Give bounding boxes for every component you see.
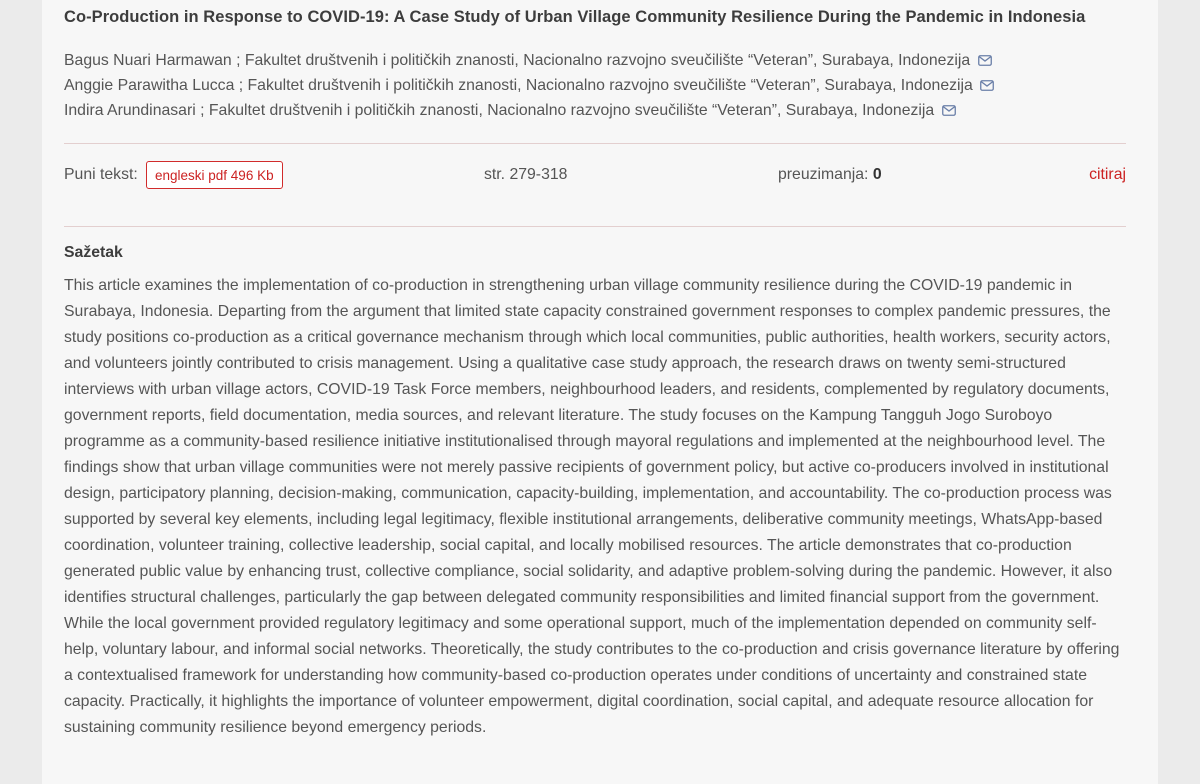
article-meta-row — [64, 160, 1126, 192]
fulltext-label: Puni tekst: — [64, 166, 138, 183]
downloads-label: preuzimanja: — [778, 166, 869, 183]
downloads-value: 0 — [872, 166, 882, 183]
author-item — [64, 99, 994, 124]
author-list — [64, 49, 994, 124]
author-item — [64, 74, 994, 99]
divider — [64, 143, 1126, 144]
divider — [64, 226, 1126, 227]
author-affiliation: Bagus Nuari Harmawan ; Fakultet društvenih i političkih znanosti, Nacionalno razvojno sveučilište “Veteran”, Surabaya, Indonezija — [64, 52, 971, 69]
author-affiliation: Anggie Parawitha Lucca ; Fakultet društvenih i političkih znanosti, Nacionalno razvojno sveučilište “Veteran”, Surabaya, Indonezija — [64, 77, 973, 94]
author-affiliation: Indira Arundinasari ; Fakultet društvenih i političkih znanosti, Nacionalno razvojno sveučilište “Veteran”, Surabaya, Indonezija — [64, 102, 935, 119]
cite-link[interactable]: citiraj — [1089, 166, 1126, 183]
envelope-icon[interactable] — [942, 100, 956, 124]
envelope-icon[interactable] — [980, 75, 994, 99]
abstract-heading: Sažetak — [64, 244, 123, 261]
author-item — [64, 49, 994, 74]
article-title: Co-Production in Response to COVID-19: A Case Study of Urban Village Community Resilience During the Pandemic in Indonesia — [64, 8, 1086, 26]
envelope-icon[interactable] — [978, 50, 992, 74]
download-count — [778, 166, 882, 184]
pdf-download-button[interactable]: engleski pdf 496 Kb — [146, 161, 283, 189]
abstract-text: This article examines the implementation of co-production in strengthening urban village community resilience during the COVID-19 pandemic in Surabaya, Indonesia. Departing from the argument that limited state capacity constrained government responses to complex pandemic pressures, the study positions co-production as a critical governance mechanism through which local communities, public authorities, health workers, security actors, and volunteers jointly contributed to crisis management. Using a qualitative case study approach, the research draws on twenty semi-structured interviews with urban village actors, COVID-19 Task Force members, neighbourhood leaders, and residents, complemented by regulatory documents, government reports, field documentation, media sources, and relevant literature. The study focuses on the Kampung Tangguh Jogo Suroboyo programme as a community-based resilience initiative institutionalised through mayoral regulations and implemented at the neighbourhood level. The findings show that urban village communities were not merely passive recipients of government policy, but active co-producers involved in institutional design, participatory planning, decision-making, communication, capacity-building, implementation, and accountability. The co-production process was supported by several key elements, including legal legitimacy, flexible institutional arrangements, deliberative community meetings, WhatsApp-based coordination, volunteer training, collective leadership, social capital, and locally mobilised resources. The article demonstrates that co-production generated public value by enhancing trust, collective compliance, social solidarity, and adaptive problem-solving during the pandemic. However, it also identifies structural challenges, particularly the gap between delegated community responsibilities and limited financial support from the government. While the local government provided regulatory legitimacy and some operational support, much of the implementation depended on community self-help, voluntary labour, and informal social networks. Theoretically, the study contributes to the co-production and crisis governance literature by offering a contextualised framework for understanding how community-based co-production operates under conditions of uncertainty and constrained state capacity. Practically, it highlights the importance of volunteer empowerment, digital coordination, social capital, and adequate resource allocation for sustaining community resilience beyond emergency periods. — [64, 277, 1120, 736]
article-card — [42, 0, 1158, 784]
page-range: str. 279-318 — [484, 166, 568, 183]
